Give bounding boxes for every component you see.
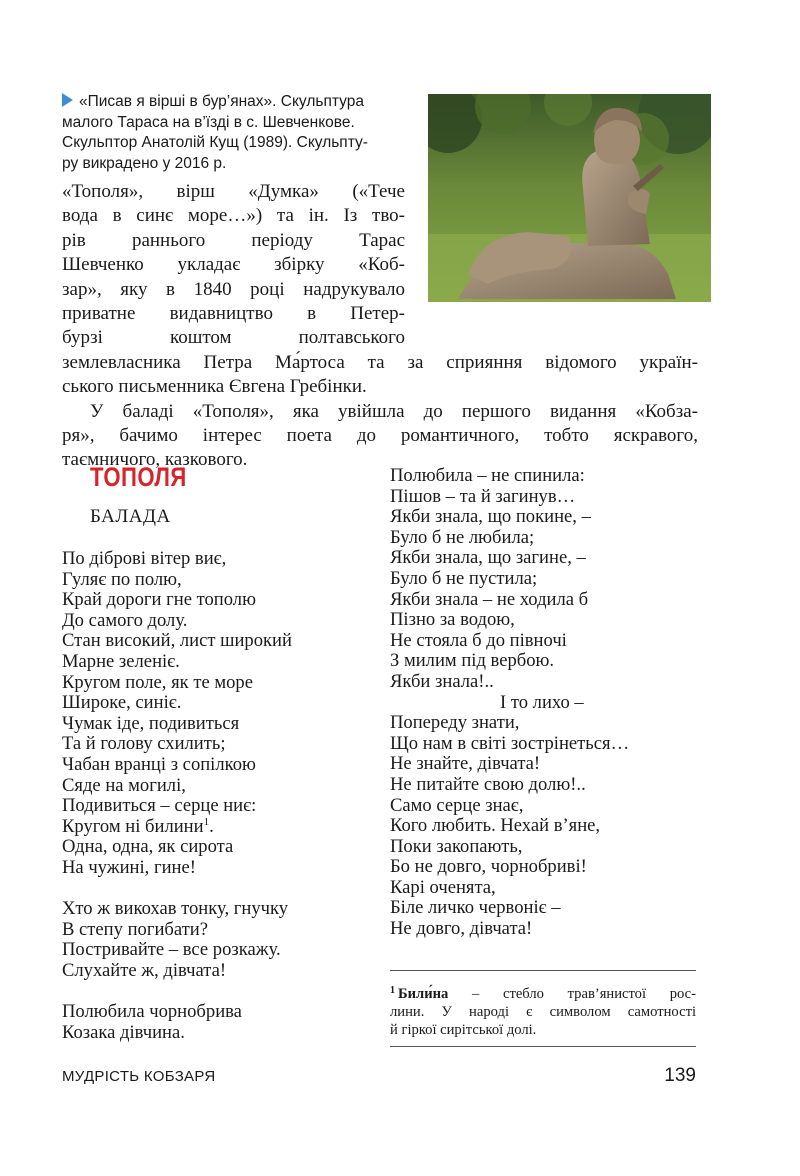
poem-line: Край дороги гне тополю bbox=[62, 589, 256, 611]
footnote-line: лини. У народі є символом самотності bbox=[390, 1004, 696, 1020]
running-footer-title: МУДРІСТЬ КОБЗАРЯ bbox=[62, 1068, 216, 1085]
poem-line: На чужині, гине! bbox=[62, 856, 196, 878]
poem-column-left bbox=[62, 549, 292, 1043]
poem-line: Попереду знати, bbox=[390, 712, 520, 734]
poem-line: Бо не довго, чорнобриві! bbox=[390, 856, 587, 878]
poem-line: Слухайте ж, дівчата! bbox=[62, 959, 227, 981]
poem-line: Широке, синіє. bbox=[62, 692, 182, 714]
poem-line: Постривайте – все розкажу. bbox=[62, 939, 281, 961]
footnote-line: й гіркої сирітської долі. bbox=[390, 1022, 537, 1038]
poem-line: Що нам в світі зострінеться… bbox=[390, 732, 630, 754]
poem-line: По діброві вітер виє, bbox=[62, 548, 227, 569]
poem-line: Полюбила – не спинила: bbox=[390, 465, 585, 486]
poem-line: Кого любить. Нехай в’яне, bbox=[390, 815, 601, 837]
photo-caption bbox=[62, 92, 407, 174]
poem-line: Поки закопають, bbox=[390, 835, 523, 857]
stanza-gap bbox=[62, 879, 292, 900]
page-number: 139 bbox=[664, 1065, 696, 1086]
caption-marker-triangle-icon bbox=[62, 93, 73, 107]
poem-line: Якби знала – не ходила б bbox=[390, 588, 589, 610]
poem-line: З милим під вербою. bbox=[390, 650, 555, 672]
footnote-top-rule bbox=[390, 970, 696, 971]
intro-line: «Тополя», вірш «Думка» («Тече bbox=[62, 181, 405, 202]
poem-line: Якби знала!.. bbox=[390, 670, 494, 692]
poem-line: Гуляє по полю, bbox=[62, 568, 182, 590]
poem-line: І то лихо – bbox=[500, 691, 584, 713]
footnote-term: Били́на bbox=[398, 986, 449, 1002]
poem-line: Стан високий, лист широкий bbox=[62, 630, 292, 652]
intro-line: У баладі «Тополя», яка увійшла до першого видання «Кобза- bbox=[90, 400, 698, 422]
intro-line: Шевченко укладає збірку «Коб- bbox=[62, 254, 405, 276]
intro-line: зар», яку в 1840 році надрукувало bbox=[62, 278, 405, 300]
stanza-gap bbox=[62, 981, 292, 1002]
caption-line: малого Тараса на в’їзді в с. Шевченкове. bbox=[62, 113, 355, 131]
poem-line: Одна, одна, як сирота bbox=[62, 836, 234, 858]
intro-line: рів раннього періоду Тарас bbox=[62, 229, 405, 251]
poem-line: В степу погибати? bbox=[62, 918, 208, 940]
poem-line: Марне зеленіє. bbox=[62, 650, 180, 672]
caption-line bbox=[62, 92, 407, 113]
poem-line: Було б не пустила; bbox=[390, 567, 538, 589]
poem-line: Полюбила чорнобрива bbox=[62, 1001, 242, 1023]
intro-line: вода в синє море…») та ін. Із тво- bbox=[62, 205, 405, 227]
poem-line: Якби знала, що покине, – bbox=[390, 506, 591, 528]
poem-line: Не знайте, дівчата! bbox=[390, 753, 541, 775]
poem-line: До самого долу. bbox=[62, 609, 188, 631]
poem-line: Козака дівчина. bbox=[62, 1021, 185, 1043]
poem-line-text: Кругом ні билини bbox=[62, 815, 204, 837]
poem-line: Було б не любила; bbox=[390, 526, 535, 548]
footnote-definition: – стебло трав’янистої рос- bbox=[448, 986, 696, 1002]
poem-line: Чабан вранці з сопілкою bbox=[62, 753, 256, 775]
poem-line: Сяде на могилі, bbox=[62, 774, 186, 796]
poem-line: Пішов – та й загинув… bbox=[390, 485, 576, 507]
footnote-mark: 1 bbox=[390, 985, 395, 996]
poem-line: Не стояла б до півночі bbox=[390, 629, 567, 651]
poem-line bbox=[62, 817, 292, 838]
intro-line: приватне видавництво в Петер- bbox=[62, 302, 405, 324]
intro-text bbox=[62, 180, 698, 473]
caption-text: «Писав я вірші в бур’янах». Скульптура bbox=[79, 93, 364, 110]
intro-line: бурзі коштом полтавського bbox=[62, 327, 405, 349]
poem-line: Пізно за водою, bbox=[390, 609, 515, 631]
footnote-bottom-rule bbox=[390, 1046, 696, 1047]
footnote bbox=[390, 982, 696, 1039]
poem-subtitle: БАЛАДА bbox=[90, 506, 171, 527]
intro-line: ря», бачимо інтерес поета до романтичного, тобто яскравого, bbox=[62, 424, 698, 446]
poem-line: Біле личко червоніє – bbox=[390, 897, 561, 919]
intro-line: таємничого, казкового. bbox=[62, 449, 248, 471]
poem-line: Хто ж викохав тонку, гнучку bbox=[62, 898, 289, 920]
poem-line: Само серце знає, bbox=[390, 794, 524, 816]
caption-line: ру викрадено у 2016 р. bbox=[62, 154, 227, 172]
poem-line: Якби знала, що загине, – bbox=[390, 547, 586, 569]
poem-title: ТОПОЛЯ bbox=[90, 462, 187, 492]
caption-line: Скульптор Анатолій Кущ (1989). Скульпту- bbox=[62, 134, 368, 151]
poem-line-period: . bbox=[209, 815, 214, 837]
footnote-line bbox=[390, 982, 696, 1003]
poem-line: Чумак іде, подивиться bbox=[62, 712, 240, 734]
poem-line: Не довго, дівчата! bbox=[390, 918, 533, 940]
poem-line: Та й голову схилить; bbox=[62, 733, 226, 755]
poem-line: Подивиться – серце ниє: bbox=[62, 795, 257, 817]
footnote-reference[interactable]: 1 bbox=[203, 815, 210, 828]
intro-line: землевласника Петра Ма́ртоса та за сприяння відомого україн- bbox=[62, 351, 698, 373]
poem-line: Карі оченята, bbox=[390, 876, 496, 898]
poem-line: Кругом поле, як те море bbox=[62, 671, 253, 693]
poem-column-right bbox=[390, 466, 629, 940]
intro-line: ського письменника Євгена Гребінки. bbox=[62, 376, 367, 398]
poem-line: Не питайте свою долю!.. bbox=[390, 773, 586, 795]
